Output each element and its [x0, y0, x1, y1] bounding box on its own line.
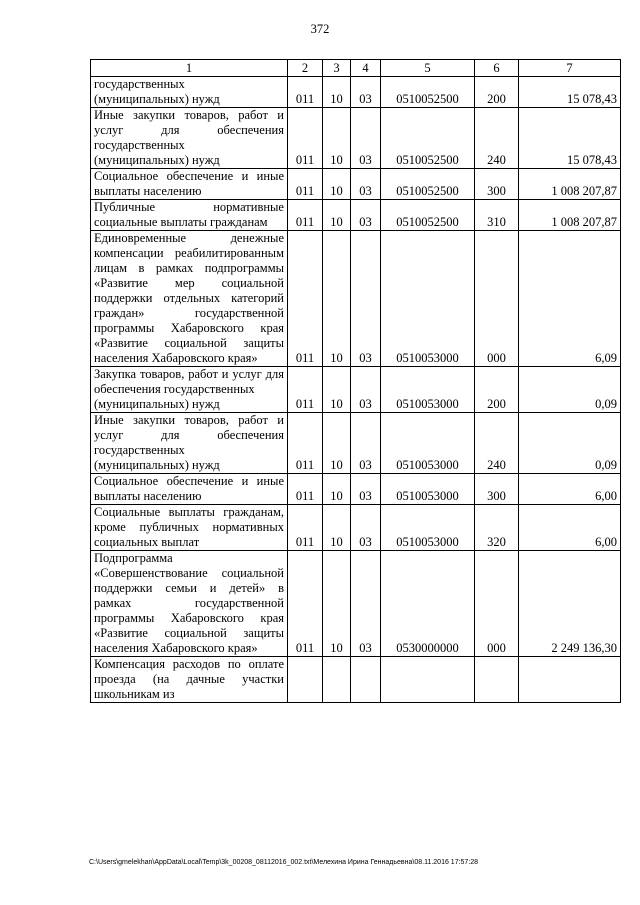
row-value-cell: 6,00 — [519, 505, 621, 551]
row-value-cell: 03 — [351, 231, 381, 367]
row-value-cell — [351, 657, 381, 703]
row-value-cell: 03 — [351, 108, 381, 169]
row-name-cell: Публичные нормативные социальные выплаты гражданам — [91, 200, 288, 231]
row-value-cell: 0510053000 — [381, 474, 475, 505]
row-value-cell: 320 — [475, 505, 519, 551]
row-name-cell: Социальное обеспечение и иные выплаты населению — [91, 474, 288, 505]
table-row — [91, 367, 621, 413]
row-value-cell: 000 — [475, 551, 519, 657]
row-value-cell: 240 — [475, 108, 519, 169]
row-value-cell: 03 — [351, 551, 381, 657]
table-row — [91, 474, 621, 505]
row-value-cell: 10 — [323, 413, 351, 474]
row-value-cell: 10 — [323, 108, 351, 169]
row-value-cell: 011 — [288, 169, 323, 200]
row-value-cell: 011 — [288, 200, 323, 231]
row-name-cell: Социальное обеспечение и иные выплаты населению — [91, 169, 288, 200]
row-value-cell: 011 — [288, 231, 323, 367]
row-value-cell: 0530000000 — [381, 551, 475, 657]
row-value-cell: 10 — [323, 367, 351, 413]
row-value-cell: 300 — [475, 169, 519, 200]
row-value-cell: 1 008 207,87 — [519, 200, 621, 231]
row-value-cell: 0510053000 — [381, 505, 475, 551]
row-value-cell: 03 — [351, 505, 381, 551]
row-value-cell: 6,00 — [519, 474, 621, 505]
header-cell: 4 — [351, 60, 381, 77]
row-value-cell — [475, 657, 519, 703]
row-value-cell: 011 — [288, 77, 323, 108]
row-value-cell: 0510053000 — [381, 413, 475, 474]
header-cell: 1 — [91, 60, 288, 77]
header-cell: 6 — [475, 60, 519, 77]
row-name-cell: Закупка товаров, работ и услуг для обеспечения государственных (муниципальных) нужд — [91, 367, 288, 413]
row-value-cell: 03 — [351, 413, 381, 474]
file-path-footer: C:\Users\gmelekhan\AppData\Local\Temp\3k_00208_08112016_002.txt\Мелехина Ирина Геннадьевна\08.11.2016 17:57:28 — [89, 859, 479, 866]
row-value-cell: 310 — [475, 200, 519, 231]
row-value-cell: 10 — [323, 551, 351, 657]
row-value-cell — [323, 657, 351, 703]
row-name-cell: Единовременные денежные компенсации реабилитированным лицам в рамках подпрограммы «Развитие мер социальной поддержки отдельных категорий граждан» государственной программы Хабаровского края «Развитие социальной защиты населения Хабаровского края» — [91, 231, 288, 367]
row-value-cell: 011 — [288, 367, 323, 413]
row-value-cell: 011 — [288, 551, 323, 657]
table-row — [91, 108, 621, 169]
row-name-cell: государственных (муниципальных) нужд — [91, 77, 288, 108]
row-value-cell: 240 — [475, 413, 519, 474]
row-value-cell — [381, 657, 475, 703]
row-value-cell: 200 — [475, 367, 519, 413]
row-name-cell: Социальные выплаты гражданам, кроме публичных нормативных социальных выплат — [91, 505, 288, 551]
header-cell: 5 — [381, 60, 475, 77]
row-name-cell: Компенсация расходов по оплате проезда (на дачные участки школьникам из — [91, 657, 288, 703]
row-value-cell: 0510053000 — [381, 367, 475, 413]
row-value-cell: 03 — [351, 367, 381, 413]
page-number: 372 — [310, 22, 330, 36]
row-value-cell: 10 — [323, 200, 351, 231]
row-value-cell: 10 — [323, 77, 351, 108]
row-value-cell: 011 — [288, 505, 323, 551]
row-value-cell: 011 — [288, 108, 323, 169]
row-value-cell: 03 — [351, 169, 381, 200]
row-value-cell: 6,09 — [519, 231, 621, 367]
row-value-cell: 011 — [288, 413, 323, 474]
row-value-cell: 0,09 — [519, 367, 621, 413]
row-value-cell: 15 078,43 — [519, 108, 621, 169]
row-value-cell: 300 — [475, 474, 519, 505]
table-row — [91, 231, 621, 367]
row-name-cell: Иные закупки товаров, работ и услуг для обеспечения государственных (муниципальных) нужд — [91, 108, 288, 169]
row-value-cell: 03 — [351, 200, 381, 231]
row-value-cell: 03 — [351, 474, 381, 505]
row-value-cell: 10 — [323, 231, 351, 367]
row-value-cell: 0510052500 — [381, 169, 475, 200]
table-row — [91, 413, 621, 474]
row-value-cell: 0510052500 — [381, 77, 475, 108]
row-value-cell: 0510053000 — [381, 231, 475, 367]
row-value-cell: 0510052500 — [381, 108, 475, 169]
row-name-cell: Иные закупки товаров, работ и услуг для обеспечения государственных (муниципальных) нужд — [91, 413, 288, 474]
table-row — [91, 551, 621, 657]
row-value-cell: 15 078,43 — [519, 77, 621, 108]
row-value-cell: 03 — [351, 77, 381, 108]
row-value-cell: 200 — [475, 77, 519, 108]
row-value-cell: 1 008 207,87 — [519, 169, 621, 200]
row-value-cell: 10 — [323, 169, 351, 200]
table-header-row — [91, 60, 621, 77]
row-value-cell: 0510052500 — [381, 200, 475, 231]
table-row — [91, 169, 621, 200]
row-name-cell: Подпрограмма «Совершенствование социальной поддержки семьи и детей» в рамках государственной программы Хабаровского края «Развитие социальной защиты населения Хабаровского края» — [91, 551, 288, 657]
row-value-cell — [288, 657, 323, 703]
budget-table — [90, 59, 621, 703]
row-value-cell: 2 249 136,30 — [519, 551, 621, 657]
row-value-cell: 10 — [323, 505, 351, 551]
table-row — [91, 505, 621, 551]
row-value-cell: 011 — [288, 474, 323, 505]
row-value-cell: 000 — [475, 231, 519, 367]
row-value-cell: 10 — [323, 474, 351, 505]
table-row — [91, 77, 621, 108]
row-value-cell: 0,09 — [519, 413, 621, 474]
header-cell: 2 — [288, 60, 323, 77]
header-cell: 3 — [323, 60, 351, 77]
header-cell: 7 — [519, 60, 621, 77]
table-row — [91, 200, 621, 231]
row-value-cell — [519, 657, 621, 703]
table-row — [91, 657, 621, 703]
